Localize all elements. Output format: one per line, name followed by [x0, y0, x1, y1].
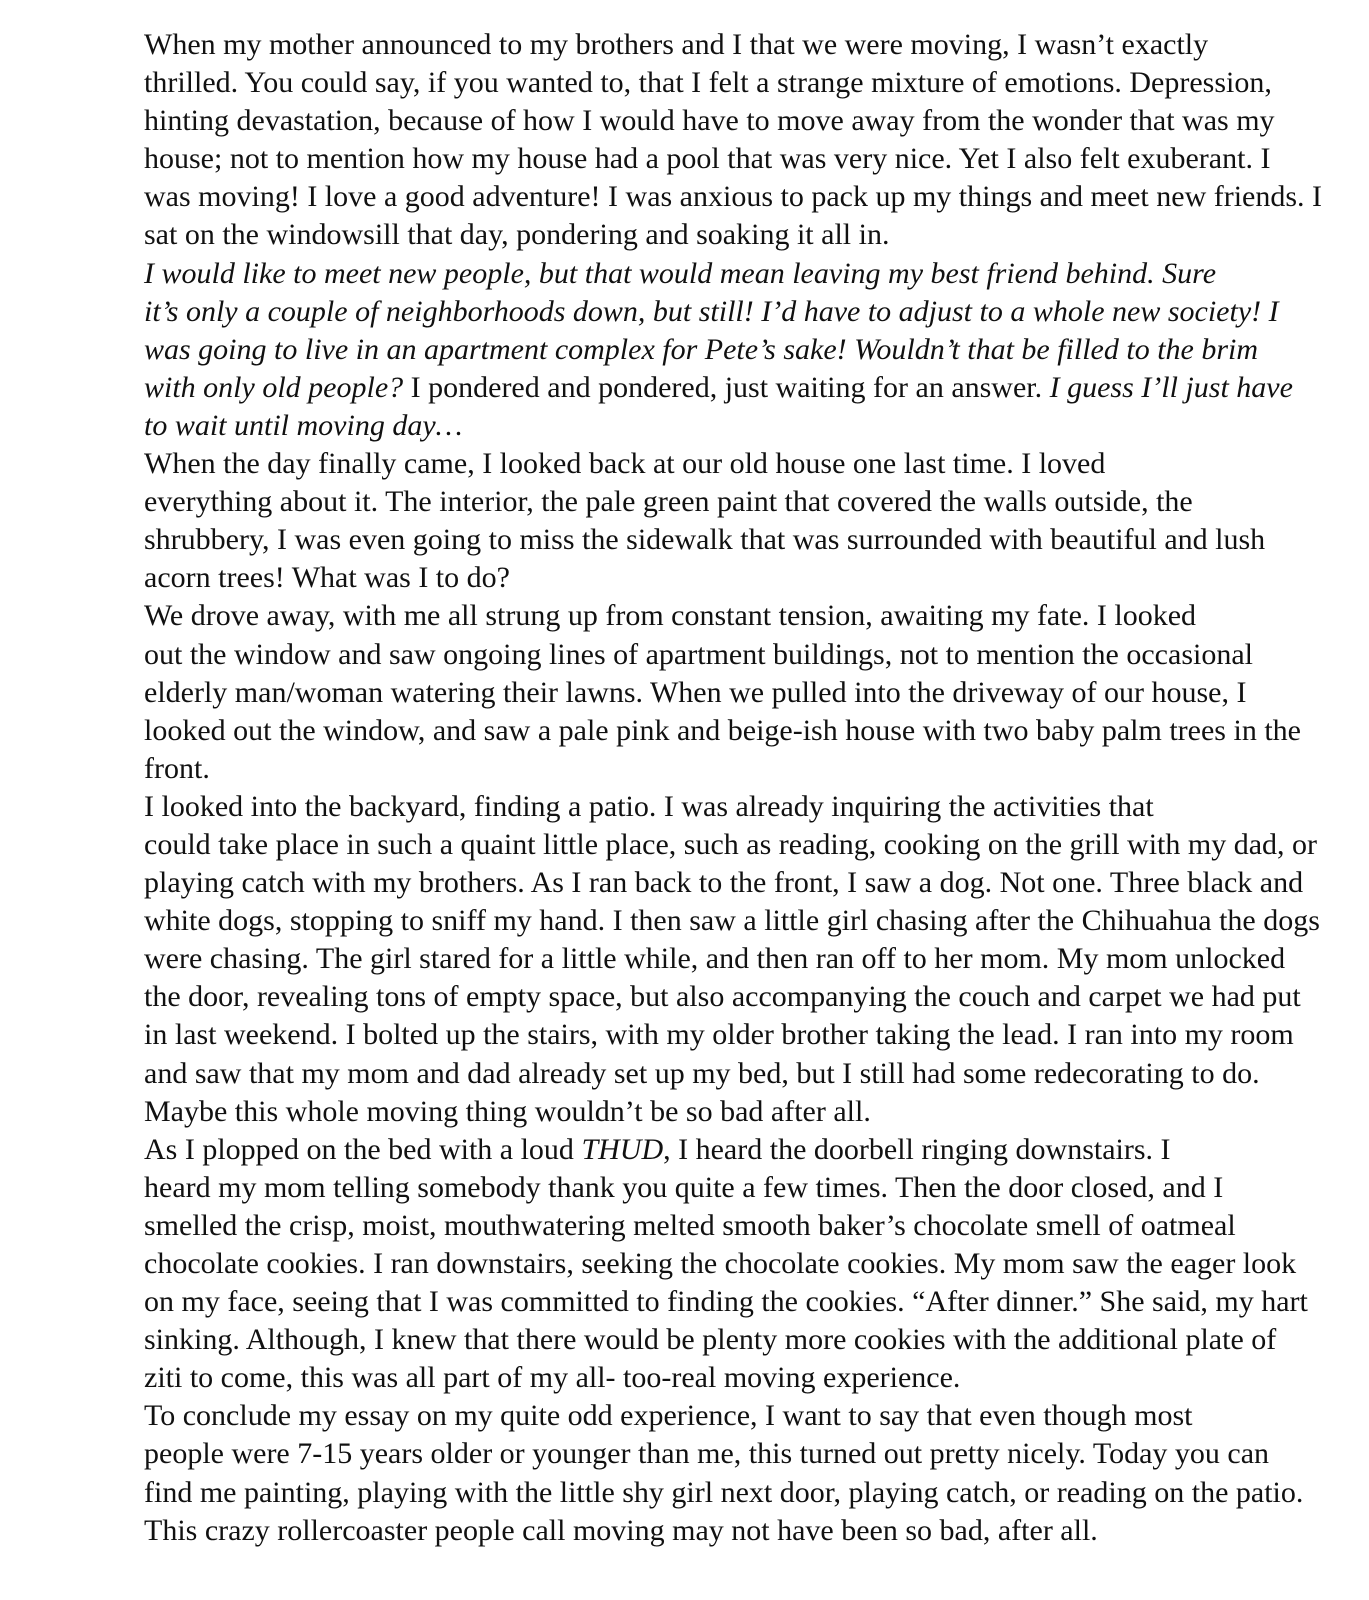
text-line: [34, 1093, 1349, 1131]
body-text: To conclude my essay on my quite odd experience, I want to say that even though most: [144, 1399, 1193, 1433]
essay-paragraph: [34, 1131, 1349, 1398]
text-line: [34, 140, 1349, 178]
text-line: [34, 1512, 1349, 1550]
body-text: smelled the crisp, moist, mouthwatering melted smooth baker’s chocolate smell of oatmeal: [144, 1208, 1236, 1242]
essay-paragraph: [34, 597, 1349, 787]
body-text: shrubbery, I was even going to miss the sidewalk that was surrounded with beautiful and lush: [144, 523, 1266, 557]
body-text: When the day finally came, I looked back at our old house one last time. I loved: [144, 447, 1106, 481]
essay-body: [34, 26, 1349, 1550]
text-line: [34, 1321, 1349, 1359]
body-text: acorn trees! What was I to do?: [144, 561, 510, 595]
body-text: were chasing. The girl stared for a little while, and then ran off to her mom. My mom unlocked: [144, 942, 1286, 976]
body-text: chocolate cookies. I ran downstairs, seeking the chocolate cookies. My mom saw the eager look: [144, 1247, 1297, 1280]
body-text: When my mother announced to my brothers and I that we were moving, I wasn’t exactly: [144, 28, 1209, 61]
text-line: [34, 178, 1349, 216]
body-text: was moving! I love a good adventure! I was anxious to pack up my things and meet new friends. I: [144, 180, 1323, 214]
body-text: and saw that my mom and dad already set up my bed, but I still had some redecorating to do.: [144, 1056, 1260, 1090]
body-text: front.: [144, 751, 210, 785]
body-text: in last weekend. I bolted up the stairs, with my older brother taking the lead. I ran into my room: [144, 1018, 1294, 1052]
text-line: [34, 369, 1349, 407]
italic-text: was going to live in an apartment complex for Pete’s sake! Wouldn’t that be filled to the brim: [144, 332, 1259, 366]
text-line: [34, 1131, 1349, 1169]
essay-paragraph: [34, 26, 1349, 255]
text-line: [34, 26, 1349, 64]
body-text: the door, revealing tons of empty space, but also accompanying the couch and carpet we had put: [144, 980, 1301, 1014]
text-line: [34, 407, 1349, 445]
text-line: [34, 64, 1349, 102]
body-text: Maybe this whole moving thing wouldn’t be so bad after all.: [144, 1094, 871, 1128]
body-text: out the window and saw ongoing lines of apartment buildings, not to mention the occasional: [144, 637, 1253, 671]
body-text: heard my mom telling somebody thank you quite a few times. Then the door closed, and I: [144, 1170, 1224, 1204]
essay-paragraph: [34, 1397, 1349, 1549]
text-line: [34, 1283, 1349, 1321]
text-line: [34, 1016, 1349, 1054]
essay-paragraph: [34, 255, 1349, 445]
body-text: could take place in such a quaint little place, such as reading, cooking on the grill with my dad, or: [144, 827, 1318, 861]
body-text: , I heard the doorbell ringing downstairs. I: [663, 1132, 1171, 1166]
essay-paragraph: [34, 788, 1349, 1131]
body-text: sinking. Although, I knew that there would be plenty more cookies with the additional plate of: [144, 1323, 1277, 1357]
text-line: [34, 597, 1349, 635]
body-text: elderly man/woman watering their lawns. When we pulled into the driveway of our house, I: [144, 675, 1247, 709]
text-line: [34, 559, 1349, 597]
body-text: find me painting, playing with the little shy girl next door, playing catch, or reading on the patio.: [144, 1475, 1304, 1509]
text-line: [34, 902, 1349, 940]
body-text: thrilled. You could say, if you wanted to, that I felt a strange mixture of emotions. Depression,: [144, 66, 1272, 100]
text-line: [34, 826, 1349, 864]
text-line: [34, 788, 1349, 826]
text-line: [34, 1055, 1349, 1093]
text-line: [34, 331, 1349, 369]
text-line: [34, 674, 1349, 712]
italic-text: to wait until moving day…: [144, 408, 463, 442]
italic-text: THUD: [581, 1132, 664, 1166]
text-line: [34, 940, 1349, 978]
body-text: people were 7-15 years older or younger than me, this turned out pretty nicely. Today you can: [144, 1437, 1270, 1471]
body-text: playing catch with my brothers. As I ran back to the front, I saw a dog. Not one. Three black and: [144, 866, 1304, 900]
text-line: [34, 636, 1349, 674]
body-text: sat on the windowsill that day, pondering and soaking it all in.: [144, 218, 890, 252]
italic-text: I guess I’ll just have: [1049, 370, 1293, 404]
body-text: looked out the window, and saw a pale pink and beige-ish house with two baby palm trees in the: [144, 713, 1301, 747]
body-text: hinting devastation, because of how I would have to move away from the wonder that was my: [144, 104, 1275, 138]
body-text: ziti to come, this was all part of my all- too-real moving experience.: [144, 1361, 961, 1395]
text-line: [34, 1245, 1349, 1283]
italic-text: I would like to meet new people, but that would mean leaving my best friend behind. Sure: [144, 256, 1217, 290]
text-line: [34, 712, 1349, 750]
body-text: We drove away, with me all strung up from constant tension, awaiting my fate. I looked: [144, 599, 1197, 633]
body-text: I pondered and pondered, just waiting for an answer.: [403, 370, 1050, 404]
text-line: [34, 978, 1349, 1016]
body-text: white dogs, stopping to sniff my hand. I then saw a little girl chasing after the Chihuahua the dogs: [144, 904, 1320, 938]
body-text: on my face, seeing that I was committed to finding the cookies. “After dinner.” She said, my hart: [144, 1285, 1308, 1319]
text-line: [34, 1397, 1349, 1435]
text-line: [34, 1474, 1349, 1512]
text-line: [34, 255, 1349, 293]
text-line: [34, 483, 1349, 521]
text-line: [34, 293, 1349, 331]
text-line: [34, 864, 1349, 902]
body-text: As I plopped on the bed with a loud: [144, 1132, 582, 1166]
text-line: [34, 750, 1349, 788]
text-line: [34, 1359, 1349, 1397]
text-line: [34, 216, 1349, 254]
body-text: I looked into the backyard, finding a patio. I was already inquiring the activities that: [144, 789, 1154, 823]
text-line: [34, 1169, 1349, 1207]
text-line: [34, 102, 1349, 140]
essay-paragraph: [34, 445, 1349, 597]
text-line: [34, 1207, 1349, 1245]
italic-text: with only old people?: [144, 370, 404, 404]
text-line: [34, 445, 1349, 483]
body-text: everything about it. The interior, the pale green paint that covered the walls outside, the: [144, 485, 1193, 519]
body-text: This crazy rollercoaster people call moving may not have been so bad, after all.: [144, 1513, 1098, 1547]
text-line: [34, 1435, 1349, 1473]
italic-text: it’s only a couple of neighborhoods down, but still! I’d have to adjust to a whole new society! I: [144, 294, 1279, 328]
text-line: [34, 521, 1349, 559]
body-text: house; not to mention how my house had a pool that was very nice. Yet I also felt exuberant. I: [144, 142, 1271, 176]
